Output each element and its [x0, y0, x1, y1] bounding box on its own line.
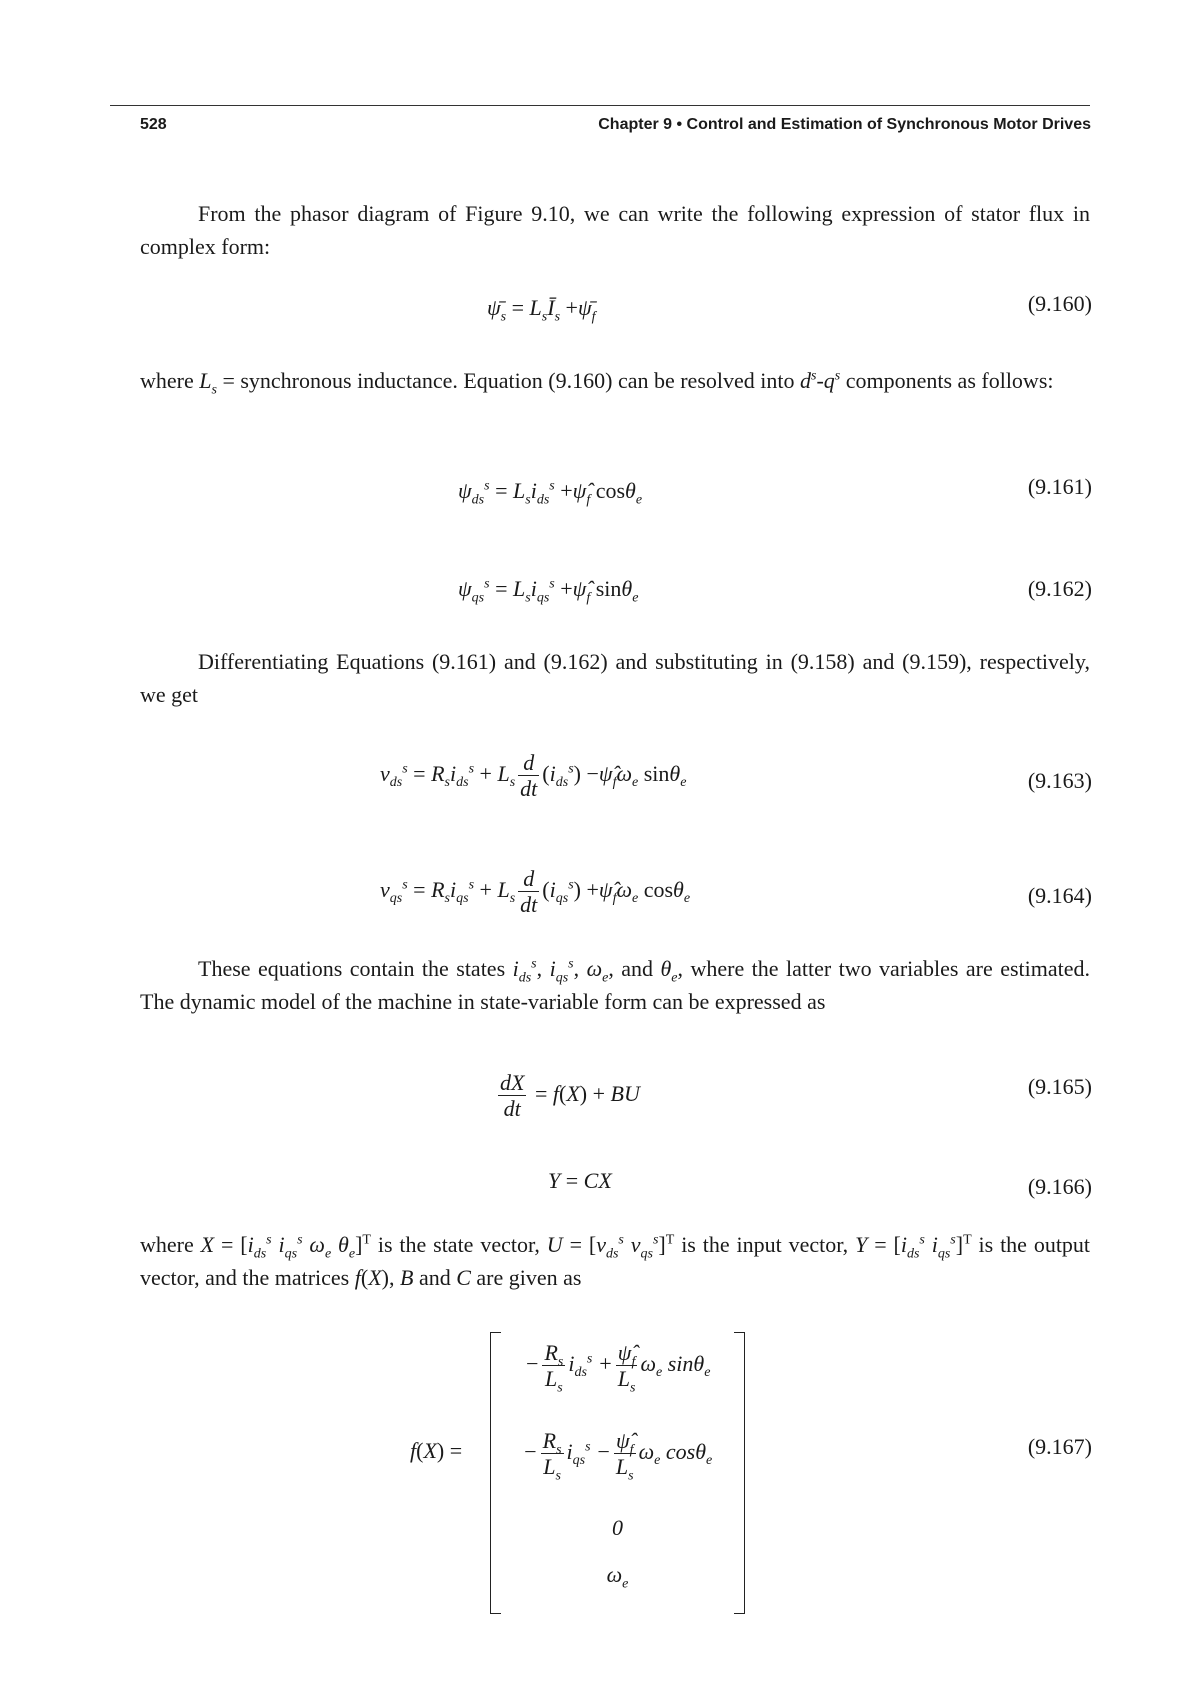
- equation-9-161: $\psi_{ds}^s = L_si_{ds}^s$ $+\psî_f$ cosθ$_e$: [458, 478, 643, 508]
- matrix-row-2: − $\frac{R_s}{L_s}$ $i_{qs}^s$ − $\frac{\psî_f}{L_s}$ $\omega_e$ cosθ$_e$: [522, 1428, 713, 1484]
- paragraph-5: where $X = [i_{ds}^s$ $i_{qs}^s$ $\omega_e$ $\theta_e]^T$ is the state vector, $U = [v_{ds}^s$ $v_{qs}^s]^T$ is the input vector, $Y = [i_{ds}^s$ $i_{qs}^s]^T$ is the output vector, and the matrices f(X), B and C are given as: [140, 1232, 1091, 1290]
- header-rule: [110, 105, 1090, 106]
- equation-number: (9.165): [1027, 1074, 1092, 1099]
- equation-number: (9.161): [1027, 474, 1092, 499]
- equation-number: (9.163): [1027, 768, 1092, 793]
- equation-9-162: $\psi_{qs}^s = L_si_{qs}^s$ $+\psî_f$ sinθ$_e$: [458, 576, 639, 606]
- paragraph-3: Differentiating Equations (9.161) and (9.162) and substituting in (9.158) and (9.159), respectively, we get: [140, 649, 1090, 707]
- paragraph-1: From the phasor diagram of Figure 9.10, we can write the following expression of stator flux in complex form:: [140, 201, 1090, 259]
- equation-9-167-lhs: f(X) =: [410, 1438, 463, 1463]
- matrix-row-4: $\omega_e$: [606, 1562, 629, 1592]
- equation-number: (9.167): [1027, 1434, 1092, 1459]
- equation-9-160: $\psī_s$ = $L_sĪ_s$ $+\psī_f$: [487, 295, 596, 325]
- paragraph-2: where $L_s$ = synchronous inductance. Equation (9.160) can be resolved into $d^s-q^s$ components as follows:: [140, 368, 1054, 398]
- page-number: 528: [140, 116, 167, 133]
- equation-number: (9.164): [1027, 883, 1092, 908]
- running-head: Chapter 9 • Control and Estimation of Synchronous Motor Drives: [598, 116, 1091, 133]
- equation-number: (9.160): [1027, 291, 1092, 316]
- matrix-row-1: − $\frac{R_s}{L_s}$ $i_{ds}^s$ + $\frac{\psî_f}{L_s}$ $\omega_e$ sinθ$_e$: [524, 1340, 711, 1396]
- equation-9-166: Y = CX: [548, 1168, 612, 1193]
- equation-9-163: $v_{ds}^s = R_si_{ds}^s + L_s$ $\frac{d}{dt}$ $(i_{ds}^s)$ $-\psî_f\omega_e$ sinθ$_e$: [380, 750, 687, 802]
- equation-number: (9.166): [1027, 1174, 1092, 1199]
- paragraph-4: These equations contain the states $i_{ds}^s$, $i_{qs}^s$, $\omega_e$, and $\theta_e$, where the latter two variables are estimated. The dynamic model of the machine in state-variable form can be expressed as: [140, 956, 1091, 1014]
- equation-9-165: $\frac{dX}{dt}$ = f(X) + BU: [500, 1070, 640, 1122]
- equation-number: (9.162): [1027, 576, 1092, 601]
- matrix-row-3: 0: [612, 1515, 623, 1540]
- matrix-left-bracket: [490, 1332, 501, 1614]
- equation-9-167-matrix: [490, 1332, 745, 1612]
- equation-9-164: $v_{qs}^s = R_si_{qs}^s + L_s$ $\frac{d}{dt}$ $(i_{qs}^s)$ $+\psî_f\omega_e$ cosθ$_e$: [380, 866, 691, 918]
- matrix-right-bracket: [734, 1332, 745, 1614]
